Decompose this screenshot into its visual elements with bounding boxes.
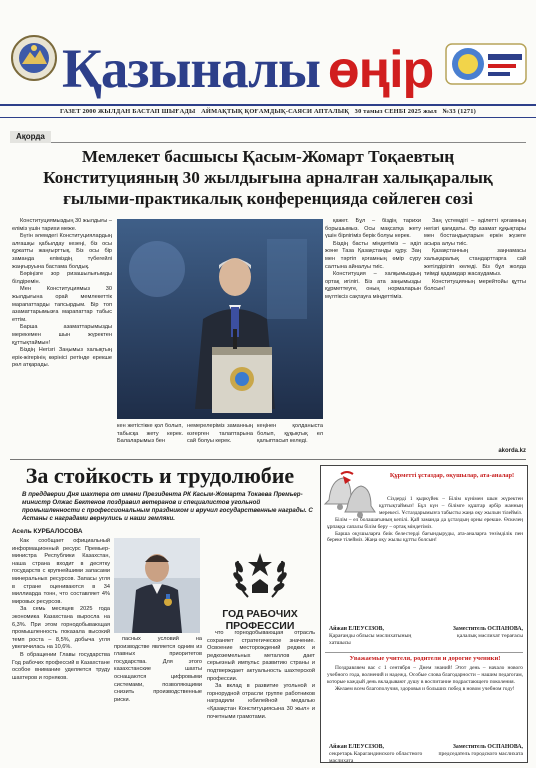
- paragraph: Білім – ел болашағының кепілі. Қай заманда да ұстаздың орны ерекше. Өскелең ұрпаққа сапалы білім беру – ортақ міндетіміз.: [327, 516, 523, 530]
- signature-role: қалалық мәслихат төрағасы: [457, 633, 523, 639]
- signature-name: Айжан ЕЛЕУСІЗОВ,: [329, 626, 384, 632]
- paragraph: Мен Конституциямыз 30 жылдығына орай мемлекеттік марапаттарды тапсырдым. Бір топ азаматтарымызға марапаттар табыс еттім.: [12, 286, 112, 323]
- greeting-kz-signature-right: [427, 626, 523, 640]
- article2-column-3: [207, 630, 315, 764]
- section-divider: [10, 459, 526, 460]
- paragraph: Біздің Негізгі Заңымыз халықтың ерік-жігерінің көрінісі ретінде ерекше рөл атқарады.: [12, 347, 112, 369]
- paragraph: Бүгін әлемдегі Конституциялардың алғашқы қабылдау кезеңі, біз осы құжатты жаңғырттық. Біз осы бір заманда еліміздің түбегейлі жаңғыруына бастама болдық.: [12, 233, 112, 270]
- anniversary-badge-icon: [444, 34, 528, 92]
- logo-line-2: ПРОФЕССИИ: [225, 620, 295, 632]
- greeting-ru-title: Уважаемые учителя, родители и дорогие ученики!: [349, 655, 501, 662]
- article1-headline: Мемлекет басшысы Қасым-Жомарт Тоқаевтың Конституцияның 30 жылдығына арналған халықаралық ғылыми-практикалық конференцияда сөйлеген сөзі: [43, 147, 493, 208]
- subtitle-text: АЙМАҚТЫҚ ҚОҒАМДЫҚ-САЯСИ АПТАЛЫҚ: [201, 108, 350, 115]
- greeting-ru-signature-left: [329, 744, 425, 765]
- article2-column-1: [12, 538, 110, 764]
- title-word-1: Қазыналы: [62, 38, 320, 99]
- paragraph: Бәріңізге зор ризашылығымды білдіремін.: [12, 271, 112, 285]
- paragraph: қажет. Бұл – біздің тарихи борышымыз. Осы мақсатқа жету үшін бірлігіміз берік болуы керек.: [325, 218, 421, 240]
- paragraph: пасных условий на производстве является одним из главных приоритетов государства. Для этого казахстанские шахты оснащаются цифровыми системами, позволяющими снизить производственные риски.: [114, 636, 202, 703]
- greeting-kz-title: Құрметті ұстаздар, оқушылар, ата-аналар!: [389, 472, 515, 479]
- article2-column-2: [114, 636, 202, 764]
- paragraph: Барша азаматтарымызды мерекемен шын жүректен құттықтаймын!: [12, 324, 112, 346]
- paragraph: За семь месяцев 2025 года экономика Казахстана выросла на 6,3%. При этом горнодобывающая промышленность показала высокий темп роста – 8,5%, добыча угля увеличилась на 10,6%.: [12, 606, 110, 651]
- president-speech-photo: [117, 219, 323, 419]
- greeting-kz-body: [327, 496, 523, 624]
- signature-name: Заместитель ОСПАНОВА,: [452, 626, 523, 632]
- masthead-info-line: [0, 104, 536, 118]
- paragraph: Біздің басты міндетіміз – әділ және Таза Қазақстанды құру. Заң мен тәртіп қоғамның өмір сүру салтына айналуы тиіс.: [325, 240, 421, 270]
- article1-under-photo: [117, 423, 323, 453]
- laurel-icon: [208, 545, 312, 603]
- paragraph: Конституциямыздың 30 жылдығы – еліміз үшін тарихи межe.: [12, 218, 112, 232]
- article2-headline: За стойкость и трудолюбие: [25, 463, 295, 488]
- logo-line-1: ГОД РАБОЧИХ: [222, 608, 298, 620]
- article2-lead: В преддверии Дня шахтера от имени Президента РК Касым-Жомарта Токаева Премьер-министр Олжас Бектенов поздравил ветеранов и специалистов угольной промышленности с профессиональным праздником и вручил государственные награды. С Астаны с наградами вернулись и наши земляки.: [22, 491, 313, 522]
- paragraph: За вклад в развитие угольной и горнорудной отрасли группе работников наградили юбилейной медалью «Қазақстан Конституциясына 30 жыл» и почетными грамотами.: [207, 683, 315, 720]
- issue-number: №33 (1271): [442, 108, 476, 115]
- paragraph: что горнодобывающая отрасль сохраняет стратегическое значение. Освоение месторождений редких и редкоземельных металлов дает серьезный импульс развитию страны и подтверждает актуальность шахтерской профессии.: [207, 630, 315, 682]
- miner-award-photo: [114, 538, 200, 633]
- article2-author: Асель КУРБАЛОСОВА: [12, 528, 83, 535]
- paragraph: Как сообщает официальный информационный ресурс Премьер-министра Республики Казахстан, наша страна входит в десятку государств с крупнейшими запасами минеральных ресурсов. Запасы угля в стране оцениваются в 34 миллиарда тонн, что составляет 4% мировых ресурсов.: [12, 538, 110, 605]
- paragraph: Конституцияның мерейтойы құтты болсын!: [424, 278, 526, 293]
- article1-column-4: [424, 218, 526, 448]
- newspaper-title: [62, 30, 434, 99]
- year-of-working-professions-logo: [208, 545, 312, 632]
- rubric-bar: [10, 131, 526, 143]
- signature-role: Қарағанды облысы мәслихатының хатшысы: [329, 633, 412, 646]
- founded-text: ГАЗЕТ 2000 ЖЫЛДАН БАСТАП ШЫҒАДЫ: [60, 108, 196, 115]
- paragraph: Конституция – халқымыздың ортақ игілігі. Біз ата заңымызды құрметтеуге, оның нормаларын мүлтіксіз сақтауға міндеттіміз.: [325, 271, 421, 300]
- signature-name: Заместитель ОСПАНОВА,: [452, 744, 523, 750]
- issue-date: 30 тамыз СЕНБІ 2025 жыл: [354, 108, 437, 115]
- under-photo-column-2: немерелеріміз заманның өзгерген талаптарына сай болуы керек.: [187, 423, 253, 445]
- under-photo-column-3: кеңінен қолданыста болып, құқықтық ел қалыптасып келеді.: [257, 423, 323, 445]
- article1-source: akorda.kz: [498, 448, 526, 454]
- masthead: [0, 0, 536, 104]
- greeting-ru-signature-right: [427, 744, 523, 758]
- title-word-2: өңір: [327, 41, 434, 99]
- paragraph: Сіздерді 1 қыркүйек – Білім күнімен шын жүректен құттықтаймыз! Бұл күн – білімге құштар әрбір жанның мерекесі. Ұстаздарымызға табысты жаңа оқу жылын тілейміз.: [379, 496, 523, 516]
- signature-role: секретарь Карагандинского областного маслихата: [329, 751, 423, 764]
- paragraph: Поздравляем вас с 1 сентября – Днем знаний! Этот день – начало нового учебного года, волнений и надежд. Особые слова благодарности – нашим педагогам, которые каждый день вкладывают душу в воспитание подрастающего поколения.: [327, 665, 523, 685]
- paragraph: Қазақстанның заңнамасы халықаралық стандарттарға сай жетілдіріліп келеді. Біз бұл жолда тиімді қадамдар жасаудамыз.: [424, 248, 526, 278]
- greeting-box: [320, 465, 528, 763]
- regional-emblem-icon: [10, 34, 58, 82]
- article1-column-3: [325, 218, 421, 458]
- rubric-label: Ақорда: [10, 131, 51, 143]
- paragraph: Заң үстемдігі – әділетті қоғамның негізгі қағидаты. Әр азамат құқықтары мен бостандықтарын еркін жүзеге асыра алуы тиіс.: [424, 218, 526, 247]
- greeting-ru-body: [327, 665, 523, 741]
- under-photo-column-1: кен жетістікке қол болып, табысқа жету керек. Балаларымыз бен: [117, 423, 183, 445]
- signature-role: председатель городского маслихата: [438, 751, 523, 757]
- signature-name: Айжан ЕЛЕУСІЗОВ,: [329, 744, 384, 750]
- greeting-kz-signature-left: [329, 626, 425, 647]
- paragraph: Желаем всем благополучия, здоровья и больших побед в новом учебном году!: [335, 685, 515, 692]
- greeting-divider: [325, 652, 523, 653]
- paragraph: Барша оқушыларға биік белестерді бағындыруды, ата-аналарға төзімділік пен береке тілейміз. Жаңа оқу жылы құтты болсын!: [327, 530, 523, 544]
- paragraph: В обращении Главы государства Год рабочих профессий в Казахстане особое внимание уделяется труду шахтеров и горняков.: [12, 651, 110, 681]
